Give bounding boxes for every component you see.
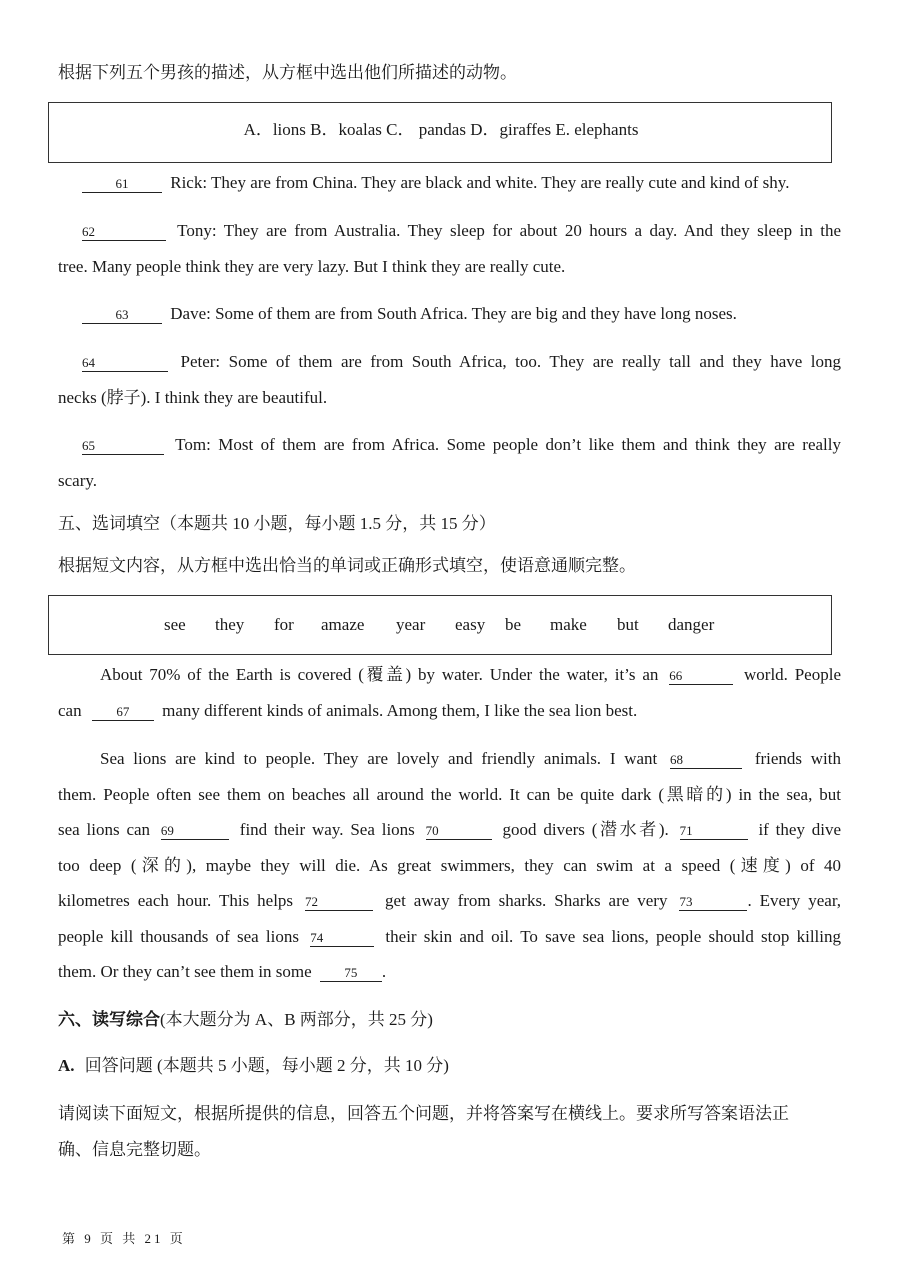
blank-68[interactable]: 68 xyxy=(670,752,742,769)
item-65-line2: scary. xyxy=(58,471,98,490)
p2-text-o: . xyxy=(381,962,387,981)
section4-instruction: 根据下列五个男孩的描述，从方框中选出他们所描述的动物。 xyxy=(58,63,517,82)
item-61 xyxy=(78,172,789,194)
blank-69[interactable]: 69 xyxy=(161,823,229,840)
blank-66[interactable]: 66 xyxy=(669,668,733,685)
p2-text-e: find their way. Sea lions xyxy=(239,820,415,839)
section6-instruction-line2: 确、信息完整切题。 xyxy=(58,1140,211,1159)
options-box xyxy=(48,102,832,163)
options-text: A．lions B．koalas C． pandas D．giraffes E. elephants xyxy=(243,120,639,139)
word-5: easy xyxy=(455,615,486,634)
partA-heading xyxy=(58,1055,449,1077)
word-3: amaze xyxy=(321,615,365,634)
blank-74[interactable]: 74 xyxy=(310,930,374,947)
blank-67[interactable]: 67 xyxy=(92,704,154,721)
blank-61[interactable]: 61 xyxy=(82,176,162,193)
p2-text-m: their skin and oil. To save sea lions, people should stop killing xyxy=(385,927,842,946)
word-4: year xyxy=(396,615,426,634)
word-9: danger xyxy=(668,615,715,634)
word-box xyxy=(48,595,832,655)
p2-text-f: good divers (潜水者). xyxy=(502,820,669,839)
p1-text-d: can xyxy=(58,701,82,720)
word-6: be xyxy=(505,615,522,634)
p1-line1 xyxy=(58,664,841,686)
word-2: for xyxy=(274,615,294,634)
blank-71[interactable]: 71 xyxy=(680,823,748,840)
p2-text-g: if they dive xyxy=(758,820,842,839)
p2-line1 xyxy=(58,748,841,770)
item-62-line2: tree. Many people think they are very lazy. But I think they are really cute. xyxy=(58,257,566,276)
p2-line3 xyxy=(58,819,841,841)
section6-heading xyxy=(58,1009,433,1031)
blank-73[interactable]: 73 xyxy=(679,894,747,911)
p2-line6 xyxy=(58,926,841,948)
item-65-line1 xyxy=(58,434,841,456)
p2-text-b: friends with xyxy=(754,749,841,768)
p2-line2: them. People often see them on beaches all around the world. It can be quite dark (黑暗的) in the sea, but xyxy=(58,785,841,804)
p1-line2 xyxy=(58,700,637,722)
section5-instruction: 根据短文内容，从方框中选出恰当的单词或正确形式填空，使语意通顺完整。 xyxy=(58,556,636,575)
item-65-text-1: Tom: Most of them are from Africa. Some people don’t like them and think they are really xyxy=(175,435,841,454)
word-7: make xyxy=(550,615,587,634)
section6-heading-rest: (本大题分为 A、B 两部分，共 25 分) xyxy=(160,1010,433,1029)
item-64-line2: necks (脖子). I think they are beautiful. xyxy=(58,388,328,407)
item-62-line1 xyxy=(58,220,841,242)
blank-62[interactable]: 62 xyxy=(82,224,166,241)
p2-text-i: kilometres each hour. This helps xyxy=(58,891,294,910)
blank-70[interactable]: 70 xyxy=(426,823,492,840)
p2-text-j: get away from sharks. Sharks are very xyxy=(385,891,668,910)
item-63 xyxy=(78,303,737,325)
item-64-line1 xyxy=(58,351,841,373)
p2-line4: too deep (深的), maybe they will die. As great swimmers, they can swim at a speed (速度) of 40 xyxy=(58,856,841,875)
section6-heading-bold: 六、读写综合 xyxy=(58,1010,160,1029)
partA-title: 回答问题 (本题共 5 小题，每小题 2 分，共 10 分) xyxy=(84,1056,449,1075)
p2-text-l: people kill thousands of sea lions xyxy=(58,927,299,946)
p2-text-a: Sea lions are kind to people. They are lovely and friendly animals. I want xyxy=(100,749,658,768)
p1-text-e: many different kinds of animals. Among them, I like the sea lion best. xyxy=(162,701,638,720)
item-64-text-1: Peter: Some of them are from South Africa, too. They are really tall and they have long xyxy=(180,352,841,371)
section5-heading: 五、选词填空（本题共 10 小题，每小题 1.5 分，共 15 分） xyxy=(58,514,496,533)
word-8: but xyxy=(617,615,639,634)
p2-text-n: them. Or they can’t see them in some xyxy=(58,962,312,981)
blank-64[interactable]: 64 xyxy=(82,355,168,372)
word-1: they xyxy=(215,615,245,634)
p2-text-d: sea lions can xyxy=(58,820,151,839)
blank-63[interactable]: 63 xyxy=(82,307,162,324)
page-footer: 第 9 页 共 21 页 xyxy=(62,1231,186,1246)
p2-text-k: . Every year, xyxy=(747,891,842,910)
p1-text-a: About 70% of the Earth is covered (覆盖) by water. Under the water, it’s an xyxy=(100,665,659,684)
word-0: see xyxy=(164,615,186,634)
section6-instruction-line1: 请阅读下面短文，根据所提供的信息，回答五个问题，并将答案写在横线上。要求所写答案语法正 xyxy=(58,1104,789,1123)
blank-65[interactable]: 65 xyxy=(82,438,164,455)
item-61-text: Rick: They are from China. They are black and white. They are really cute and kind of shy. xyxy=(170,173,790,192)
blank-72[interactable]: 72 xyxy=(305,894,373,911)
partA-label: A. xyxy=(58,1056,75,1075)
p2-line5 xyxy=(58,890,841,912)
p1-text-c: world. People xyxy=(744,665,841,684)
item-62-text-1: Tony: They are from Australia. They sleep for about 20 hours a day. And they sleep in the xyxy=(177,221,841,240)
item-63-text: Dave: Some of them are from South Africa. They are big and they have long noses. xyxy=(170,304,737,323)
blank-75[interactable]: 75 xyxy=(320,965,382,982)
p2-line7 xyxy=(58,961,386,983)
